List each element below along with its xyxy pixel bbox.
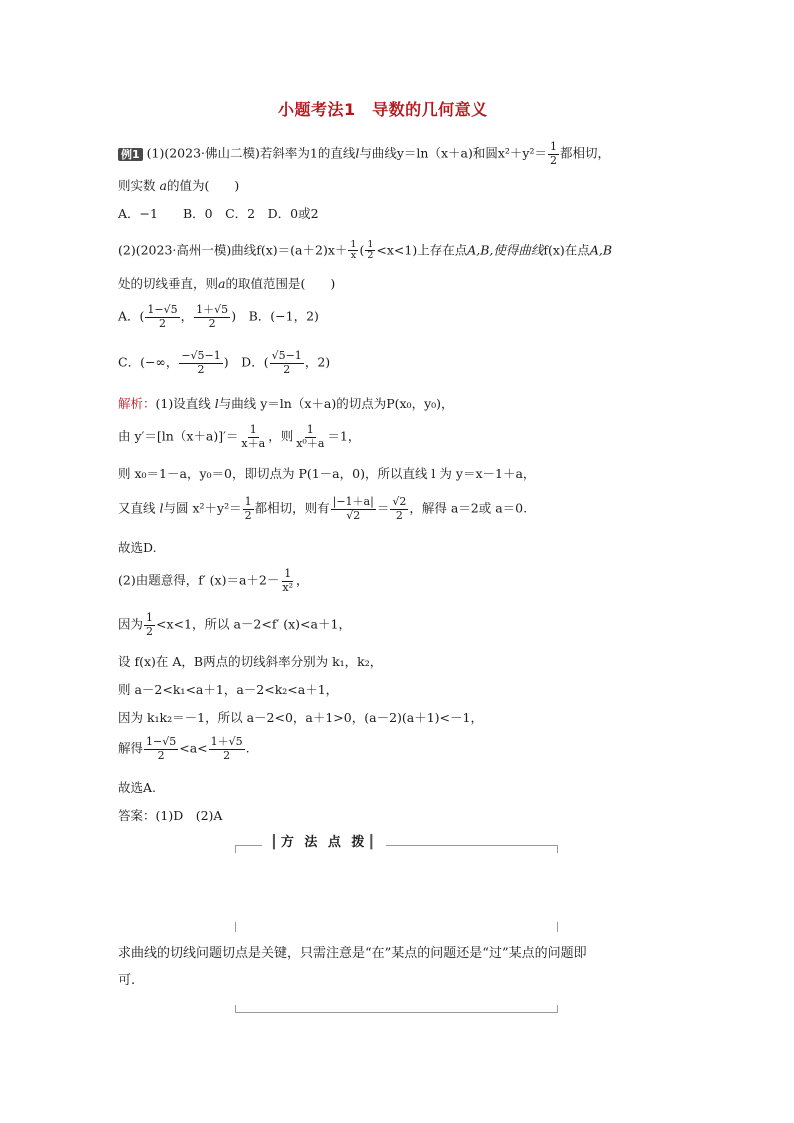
example-badge: 例1 bbox=[118, 148, 143, 161]
solution-label: 解析： bbox=[118, 396, 156, 411]
solution-line8: 设 f(x)在 A，B两点的切线斜率分别为 k₁，k₂， bbox=[118, 654, 383, 669]
opt-c-frac: $\frac{-√5-1}{2}$ bbox=[181, 349, 221, 376]
q2-frac-1x: $\frac{1}{x}$ bbox=[350, 239, 357, 262]
example-q2-line2: 处的切线垂直，则a的取值范围是( ) bbox=[118, 276, 336, 291]
example-q1-options: A．−1 B．0 C．2 D．0或2 bbox=[118, 206, 319, 221]
solution-line3: 则 x₀＝1－a，y₀＝0，即切点为 P(1－a，0)，所以直线 l 为 y＝x－1＋a， bbox=[118, 466, 536, 481]
example-q2-line1: (2)(2023·高州一模)曲线f(x)＝(a＋2)x＋ $\frac{1}{x}$ ( $\frac{1}{2}$ <x<1)上存在点A,B,使得曲线f(x)在点A,B bbox=[118, 239, 612, 262]
method-text-line1: 求曲线的切线问题切点是关键，只需注意是“在”某点的问题还是“过”某点的问题即 bbox=[118, 946, 587, 961]
example-q1-line2: 则实数 a的值为( ) bbox=[118, 178, 240, 193]
solution-line5: 故选D. bbox=[118, 540, 157, 555]
solution-line7: 因为 $\frac{1}{2}$ <x<1，所以 a－2<f′ (x)<a＋1， bbox=[118, 611, 351, 638]
solution-line10: 因为 k₁k₂＝－1，所以 a－2<0，a＋1>0，(a－2)(a＋1)<－1， bbox=[118, 710, 483, 725]
opt-a-frac2: $\frac{1+√5}{2}$ bbox=[196, 303, 229, 330]
s7-frac: $\frac{1}{2}$ bbox=[146, 611, 154, 638]
answer-line: 答案：(1)D (2)A bbox=[118, 808, 223, 823]
solution-line11: 解得 $\frac{1-√5}{2}$ <a< $\frac{1+√5}{2}$ . bbox=[118, 735, 250, 762]
s11-frac1: $\frac{1-√5}{2}$ bbox=[146, 735, 177, 762]
q2-options-ab: A．( $\frac{1-√5}{2}$ ， $\frac{1+√5}{2}$ ) B．(−1，2) bbox=[118, 303, 319, 330]
solution-line1: 解析：(1)设直线 l与曲线 y＝ln（x＋a)的切点为P(x₀，y₀)， bbox=[118, 396, 454, 411]
q1-text-circle: 和圆 bbox=[472, 145, 498, 161]
q1-curve: y＝ln（x＋a) bbox=[396, 145, 473, 161]
method-box-mid-right bbox=[557, 922, 558, 932]
solution-line2: 由 y′＝[ln（x＋a)]′＝ $\frac{1}{x+a}$ ，则 $\frac{1}{\text{x⁰＋a}}$ ＝1， bbox=[118, 423, 361, 450]
method-title: ┃方 法 点 拨┃ bbox=[262, 835, 386, 851]
method-box-corner-br bbox=[557, 1005, 558, 1013]
var-l: l bbox=[355, 145, 360, 161]
opt-a-frac1: $\frac{1-√5}{2}$ bbox=[147, 303, 178, 330]
s4-frac-sqrt: $\frac{√2}{2}$ bbox=[392, 495, 407, 522]
method-box-top-left bbox=[235, 845, 265, 846]
q1-source: (1)(2023·佛山二模)若斜率为1的直线 bbox=[146, 145, 356, 161]
q1-text-end: 都相切， bbox=[560, 145, 611, 161]
method-box-bottom bbox=[235, 1012, 558, 1013]
method-box-mid-left bbox=[235, 922, 236, 932]
q1-circle-eq: x²＋y²＝ bbox=[497, 145, 548, 161]
solution-line9: 则 a－2<k₁<a＋1，a－2<k₂<a＋1， bbox=[118, 682, 339, 697]
method-text-line2: 可. bbox=[118, 973, 136, 988]
s4-frac-half: $\frac{1}{2}$ bbox=[244, 495, 252, 522]
q1-text: 与曲线 bbox=[359, 145, 397, 161]
solution-line12: 故选A. bbox=[118, 780, 157, 795]
s2-frac2: $\frac{1}{\text{x⁰＋a}}$ bbox=[296, 423, 325, 450]
solution-line4: 又直线 l与圆 x²＋y²＝ $\frac{1}{2}$ 都相切，则有 $\frac{|-1+a|}{√2}$ ＝ $\frac{√2}{2}$ ，解得 a＝2或 a＝0. bbox=[118, 495, 528, 522]
s2-frac1: $\frac{1}{x+a}$ bbox=[241, 423, 266, 450]
s11-frac2: $\frac{1+√5}{2}$ bbox=[210, 735, 243, 762]
opt-b: B．(−1，2) bbox=[248, 308, 319, 324]
page-title: 小题考法1 导数的几何意义 bbox=[278, 100, 488, 119]
method-box-corner-tr bbox=[557, 845, 558, 853]
solution-line6: (2)由题意得，f′ (x)＝a＋2－ $\frac{1}{\text{x²}}$ ， bbox=[118, 567, 309, 594]
method-box-corner-bl bbox=[235, 1005, 236, 1013]
q1-fraction: $\frac{1}{2}$ bbox=[550, 140, 558, 167]
opt-d-frac: $\frac{√5-1}{2}$ bbox=[271, 349, 302, 376]
example-q1-line1 bbox=[118, 141, 610, 167]
s4-frac-abs: $\frac{|-1+a|}{√2}$ bbox=[332, 495, 374, 522]
s6-frac: $\frac{1}{\text{x²}}$ bbox=[282, 567, 293, 594]
method-box-corner-tl bbox=[235, 845, 236, 853]
q2-options-cd: C．(−∞， $\frac{-√5-1}{2}$ ) D．( $\frac{√5-1}{2}$ ，2) bbox=[118, 349, 331, 376]
q2-frac-half: $\frac{1}{2}$ bbox=[367, 239, 374, 262]
